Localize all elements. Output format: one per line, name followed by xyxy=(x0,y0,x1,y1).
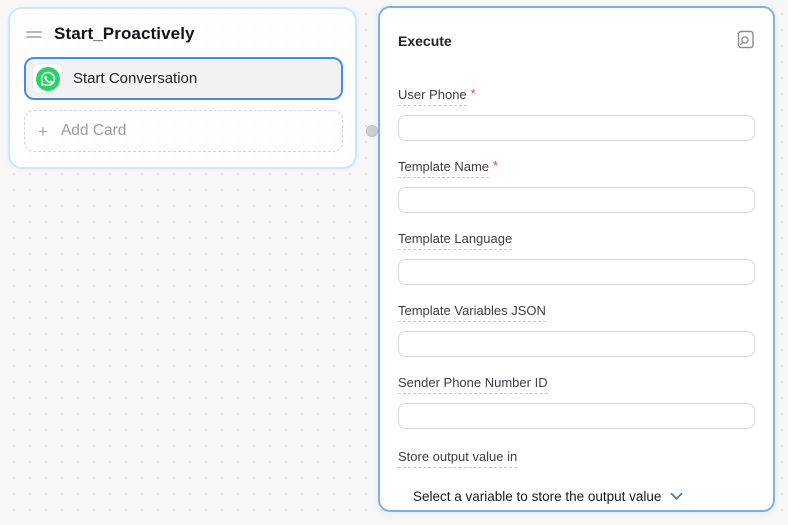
inspect-icon xyxy=(736,29,755,53)
node-title[interactable]: Start_Proactively xyxy=(54,24,195,43)
user-phone-input[interactable] xyxy=(398,115,755,141)
field-template-language xyxy=(398,230,755,285)
add-card-button[interactable] xyxy=(24,110,343,152)
field-template-name xyxy=(398,158,755,213)
inspect-button[interactable] xyxy=(736,29,755,53)
field-label: User Phone xyxy=(398,87,467,106)
add-card-label: Add Card xyxy=(60,122,127,139)
chevron-down-icon xyxy=(670,489,683,504)
connector-port[interactable] xyxy=(366,125,378,137)
field-label: Template Variables JSON xyxy=(398,303,546,322)
execute-panel-header xyxy=(398,8,755,53)
field-label: Template Language xyxy=(398,231,512,250)
card-start-conversation[interactable] xyxy=(24,57,343,100)
field-label: Store output value in xyxy=(398,449,517,468)
required-marker: * xyxy=(470,86,476,101)
store-output-group xyxy=(398,448,755,504)
template-variables-json-input[interactable] xyxy=(398,331,755,357)
field-sender-phone-number-id xyxy=(398,374,755,429)
template-name-input[interactable] xyxy=(398,187,755,213)
drag-handle-icon[interactable] xyxy=(26,31,42,38)
plus-icon: + xyxy=(38,121,48,141)
card-label: Start Conversation xyxy=(73,70,198,87)
field-label: Sender Phone Number ID xyxy=(398,375,548,394)
store-output-select[interactable] xyxy=(413,489,683,504)
field-user-phone xyxy=(398,86,755,141)
field-template-variables-json xyxy=(398,302,755,357)
sender-phone-number-id-input[interactable] xyxy=(398,403,755,429)
execute-fields xyxy=(398,86,755,504)
panel-title: Execute xyxy=(398,33,452,49)
node-header xyxy=(10,9,355,56)
start-node-card xyxy=(8,7,357,169)
field-label: Template Name xyxy=(398,159,489,178)
execute-panel xyxy=(378,6,775,512)
required-marker: * xyxy=(493,158,499,173)
whatsapp-icon xyxy=(33,64,62,93)
template-language-input[interactable] xyxy=(398,259,755,285)
store-output-placeholder: Select a variable to store the output value xyxy=(413,489,662,504)
